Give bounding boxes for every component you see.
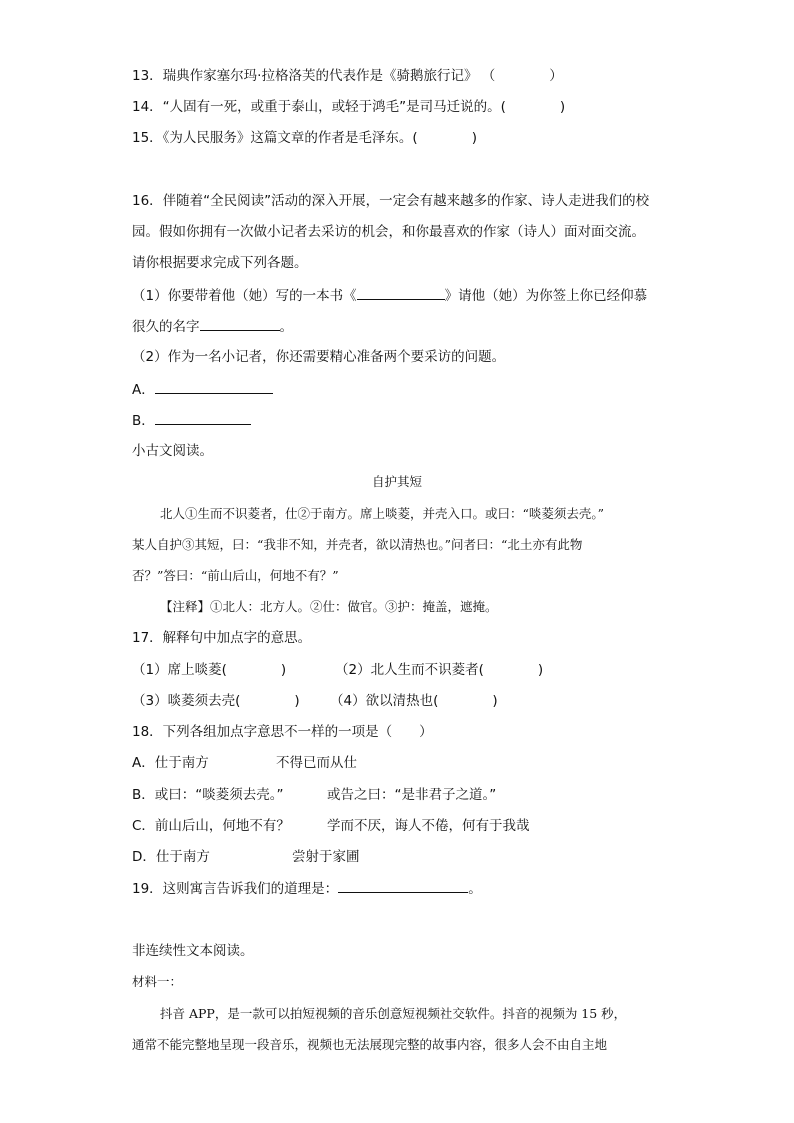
question-16-line3: 请你根据要求完成下列各题。 (132, 255, 308, 271)
q18-option-a-right: 不得已而从仕 (276, 755, 357, 771)
question-16-line2: 园。假如你拥有一次做小记者去采访的机会，和你最喜欢的作家（诗人）面对面交流。 (132, 224, 645, 240)
q19-text: 19．这则寓言告诉我们的道理是： (132, 881, 339, 897)
question-17: 17．解释句中加点字的意思。 (132, 630, 312, 646)
passage-notes: 【注释】①北人：北方人。②仕：做官。③护：掩盖，遮掩。 (160, 599, 498, 614)
question-13: 13．瑞典作家塞尔玛·拉格洛芙的代表作是《骑鹅旅行记》 （ ） (132, 68, 563, 84)
q18-option-c-right: 学而不厌，诲人不倦，何有于我哉 (327, 818, 530, 834)
q16-part1-text-a: （1）你要带着他（她）写的一本书《 (132, 288, 357, 304)
section-classical-reading: 小古文阅读。 (132, 443, 213, 459)
moral-blank[interactable] (338, 878, 468, 893)
question-16-part1-cont (132, 316, 293, 337)
question-18: 18．下列各组加点字意思不一样的一项是（ ） (132, 724, 433, 740)
q16-part1-text-d: 。 (279, 319, 293, 335)
q16-part1-text-b: 》请他（她）为你签上你已经仰慕 (444, 288, 648, 304)
q18-option-b-left: B．或曰：“啖菱须去壳。” (132, 787, 284, 803)
material-one-label: 材料一： (132, 974, 183, 989)
q18-option-a-left: A．仕于南方 (132, 755, 209, 771)
passage-title: 自护其短 (371, 474, 422, 489)
q18-option-c-left: C．前山后山，何地不有？ (132, 818, 290, 834)
option-a-label: A． (132, 382, 155, 398)
question-16-line1: 16．伴随着“全民阅读”活动的深入开展，一定会有越来越多的作家、诗人走进我们的校 (132, 193, 650, 209)
question-a-blank[interactable] (155, 379, 273, 394)
passage-line-3: 否？”答曰：“前山后山，何地不有？” (132, 568, 339, 583)
question-17-item1: （1）席上啖菱( ) (132, 662, 287, 678)
q19-end: 。 (468, 881, 482, 897)
q18-option-b-right: 或告之曰：“是非君子之道。” (327, 787, 497, 803)
book-title-blank[interactable] (357, 285, 445, 300)
question-19 (132, 878, 482, 899)
q18-option-d-left: D．仕于南方 (132, 849, 210, 865)
question-15: 15．《为人民服务》这篇文章的作者是毛泽东。( ) (132, 130, 477, 146)
material-line-2: 通常不能完整地呈现一段音乐，视频也无法展现完整的故事内容，很多人会不由自主地 (132, 1037, 608, 1052)
material-line-1: 抖音 APP，是一款可以拍短视频的音乐创意短视频社交软件。抖音的视频为 15 秒， (160, 1006, 627, 1021)
passage-line-1: 北人①生而不识菱者，仕②于南方。席上啖菱，并壳入口。或曰：“啖菱须去壳。” (160, 506, 605, 521)
question-16-option-a (132, 379, 273, 400)
section-nonlinear-reading: 非连续性文本阅读。 (132, 943, 254, 959)
question-b-blank[interactable] (155, 410, 251, 425)
question-16-option-b (132, 410, 251, 431)
question-14: 14．“人固有一死，或重于泰山，或轻于鸿毛”是司马迁说的。( ) (132, 99, 566, 115)
question-16-part1 (132, 285, 647, 306)
option-b-label: B． (132, 413, 155, 429)
passage-line-2: 某人自护③其短，曰：“我非不知，并壳者，欲以清热也。”问者曰：“北土亦有此物 (132, 537, 583, 552)
name-blank[interactable] (200, 316, 280, 331)
question-16-part2: （2）作为一名小记者，你还需要精心准备两个要采访的问题。 (132, 349, 506, 365)
question-17-item4: （4）欲以清热也( ) (330, 693, 498, 709)
question-17-item3: （3）啖菱须去壳( ) (132, 693, 300, 709)
q16-part1-text-c: 很久的名字 (132, 319, 200, 335)
q18-option-d-right: 尝射于家圃 (292, 849, 360, 865)
question-17-item2: （2）北人生而不识菱者( ) (335, 662, 544, 678)
